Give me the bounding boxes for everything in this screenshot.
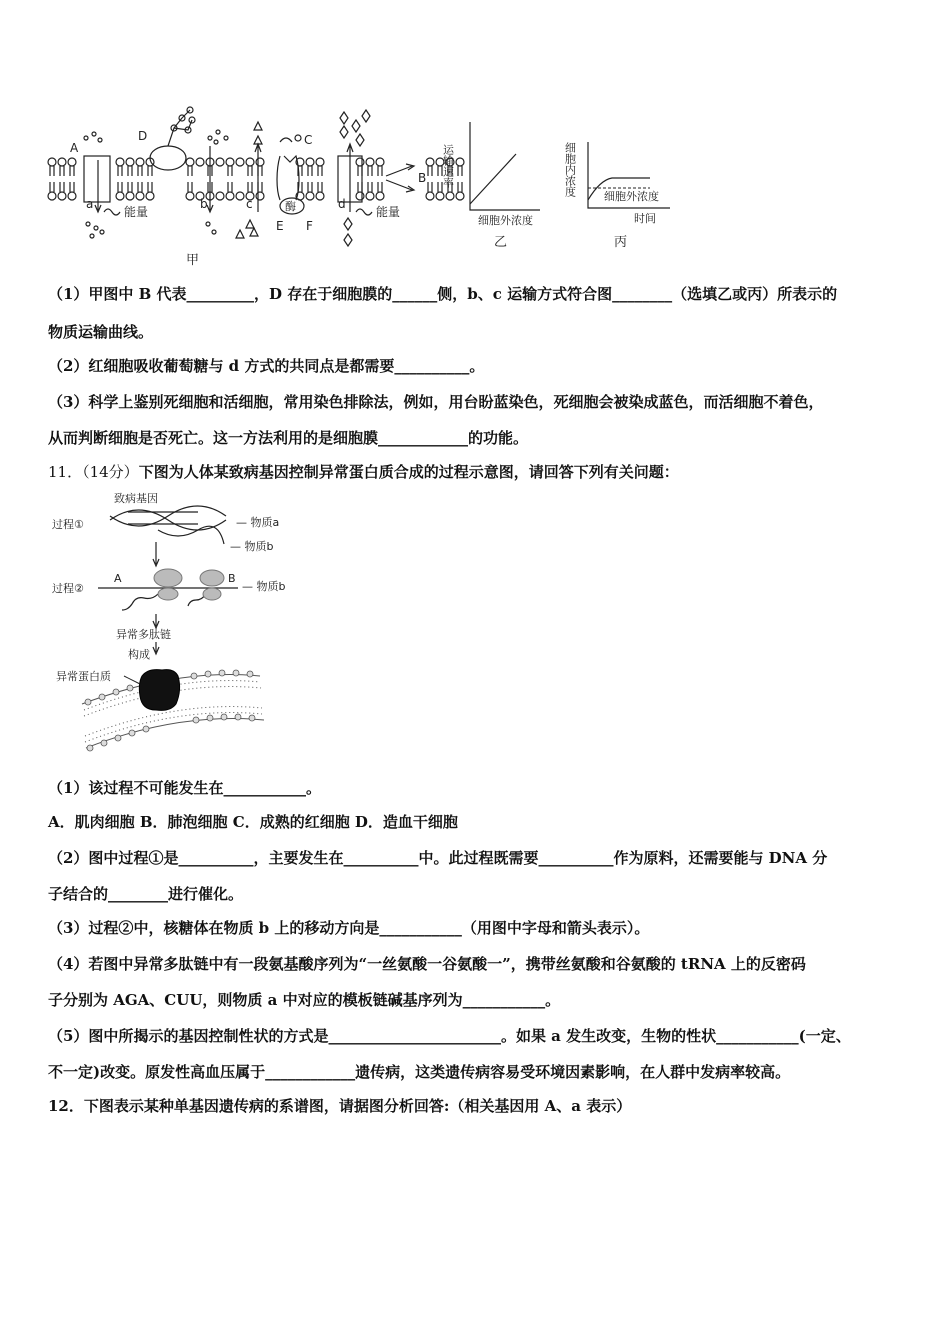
process1-label: 过程① [52,518,84,531]
q11-sub4-line2: 子分别为 AGA、CUU，则物质 a 中对应的模板链碱基序列为___________。 [48,991,561,1009]
label-energy-2: 能量 [376,205,401,219]
ribosome-2 [200,570,224,600]
caption-yi: 乙 [494,235,508,250]
carrier-protein-a [84,156,110,202]
yi-ylabel: 运输速率 [441,144,455,188]
bing-xlabel: 时间 [634,212,656,225]
graph-bing [564,142,671,250]
mrna-strand [158,526,224,544]
q11-stem [48,462,679,482]
ribosome-1 [154,569,182,600]
q11-sub3: （3）过程②中，核糖体在物质 b 上的移动方向是___________（用图中字母和箭头表示）。 [48,919,650,937]
caption-jia: 甲 [186,253,200,268]
bing-curve-label: 细胞外浓度 [604,190,659,203]
label-E: E [276,219,284,233]
label-b: b [200,197,208,211]
label-D: D [138,129,148,143]
label-energy-1: 能量 [124,205,149,219]
membrane-transport-figure [40,100,740,270]
label-enzyme: 酶 [285,200,296,213]
label-C: C [304,133,313,147]
label-d: d [338,197,346,211]
end-A-label: A [114,572,122,585]
q11-sub1: （1）该过程不可能发生在___________。 [48,779,321,797]
q10-part3-line2: 从而判断细胞是否死亡。这一方法利用的是细胞膜____________的功能。 [48,429,529,447]
material-b-label-2: — 物质b [242,580,286,593]
q10-part1-line2: 物质运输曲线。 [48,323,154,341]
q11-sub5-line1: （5）图中所揭示的基因控制性状的方式是_______________________。如果 a 发生改变，生物的性状___________(一定、 [48,1027,851,1045]
q11-number: 11．（14分） [48,463,139,481]
graph-yi [442,122,541,250]
protein-label: 异常蛋白质 [56,670,111,683]
gene-label: 致病基因 [114,492,158,505]
yi-xlabel: 细胞外浓度 [478,214,533,227]
q11-options: A．肌肉细胞 B．肺泡细胞 C．成熟的红细胞 D．造血干细胞 [48,813,458,831]
end-B-label: B [228,572,236,585]
label-a: a [86,197,94,211]
q11-sub2-line1: （2）图中过程①是__________，主要发生在__________中。此过程既需要__________作为原料，还需要能与 DNA 分 [48,849,828,867]
q10-part2: （2）红细胞吸收葡萄糖与 d 方式的共同点是都需要__________。 [48,357,485,375]
abnormal-protein-block [139,670,179,711]
label-F: F [306,219,313,233]
q10-part1-line1: （1）甲图中 B 代表_________，D 存在于细胞膜的______侧，b、c 运输方式符合图________（选填乙或丙）所表示的 [48,285,838,303]
label-c: c [246,197,253,211]
q11-sub4-line1: （4）若图中异常多肽链中有一段氨基酸序列为“一丝氨酸一谷氨酸一”，携带丝氨酸和谷氨酸的 tRNA 上的反密码 [48,955,806,973]
process2-label: 过程② [52,582,84,595]
caption-bing: 丙 [614,235,628,250]
gene-expression-figure [48,490,328,760]
compose-label: 构成 [128,648,150,661]
glycoprotein-d [150,146,186,170]
q10-part3-line1: （3）科学上鉴别死细胞和活细胞，常用染色排除法，例如，用台盼蓝染色，死细胞会被染成蓝色，而活细胞不着色， [48,393,824,411]
q12-stem: 12．下图表示某种单基因遗传病的系谱图，请据图分析回答:（相关基因用 A、a 表示） [48,1097,632,1115]
label-B: B [418,171,427,185]
q11-sub2-line2: 子结合的________进行催化。 [48,885,244,903]
dna-strand-2 [110,506,226,526]
material-a-label: — 物质a [236,516,280,529]
peptide-label: 异常多肽链 [116,628,171,641]
label-A: A [70,141,79,155]
dna-strand [110,510,226,530]
q11-stem-text: 下图为人体某致病基因控制异常蛋白质合成的过程示意图，请回答下列有关问题： [138,463,679,481]
bing-ylabel: 细胞内浓度 [563,142,577,197]
q11-sub5-line2: 不一定)改变。原发性高血压属于____________遗传病，这类遗传病容易受环境因素影响，在人群中发病率较高。 [48,1063,791,1081]
material-b-label-1: — 物质b [230,540,274,553]
